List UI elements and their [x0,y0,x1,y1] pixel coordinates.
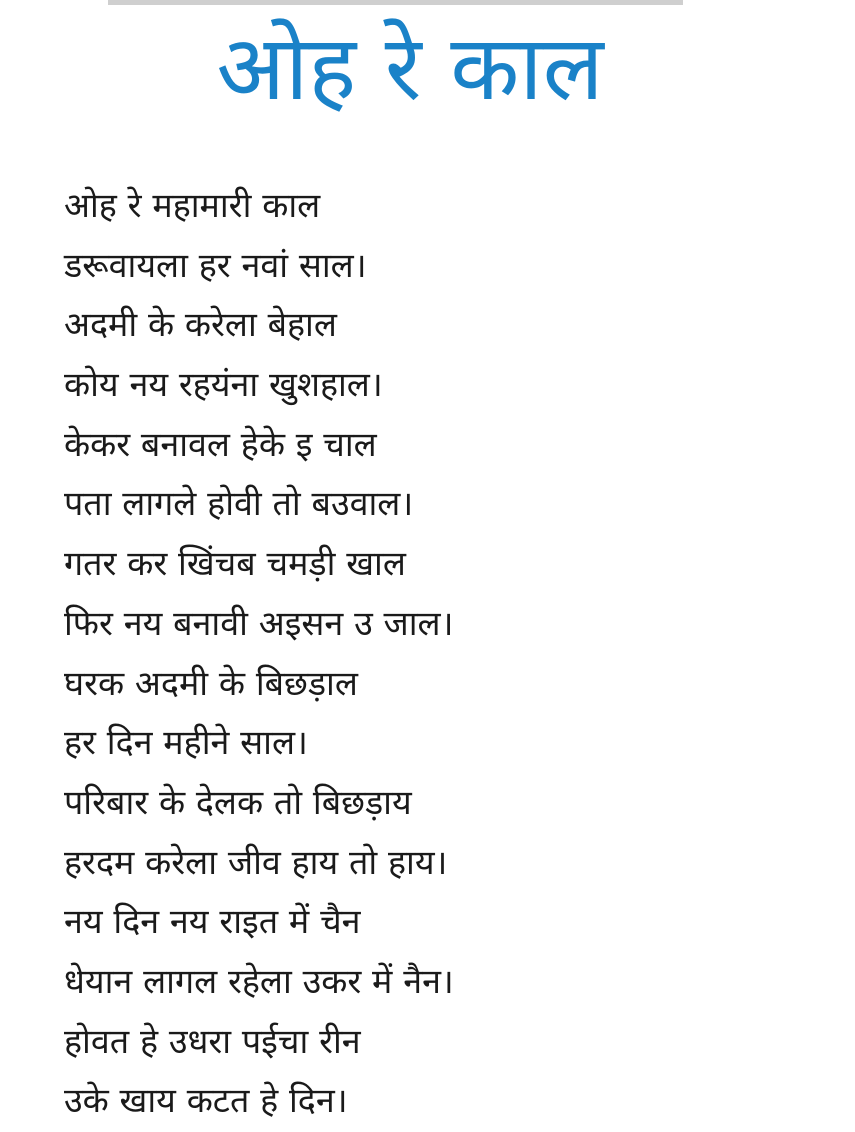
poem-line: धेयान लागल रहेला उकर में नैन। [64,961,454,1002]
poem-line: कोय नय रहयंना खुशहाल। [64,365,383,406]
poem-line: फिर नय बनावी अइसन उ जाल। [64,603,454,644]
poem-line: घरक अदमी के बिछड़ाल [64,663,358,704]
top-divider [108,0,683,5]
poem-line: हरदम करेला जीव हाय तो हाय। [64,842,448,883]
poem-line: हर दिन महीने साल। [64,723,308,764]
poem-line: पता लागले होवी तो बउवाल। [64,484,414,525]
poem-body [64,177,824,1132]
poem-line: ओह रे महामारी काल [64,186,321,226]
poem-line: गतर कर खिंचब चमड़ी खाल [64,544,406,585]
poem-line: नय दिन नय राइत में चैन [64,902,361,943]
poem-line: उके खाय कटत हे दिन। [64,1081,348,1122]
poem-line: होवत हे उधरा पईचा रीन [64,1021,361,1062]
poem-line: डरूवायला हर नवां साल। [64,245,367,286]
poem-line: अदमी के करेला बेहाल [64,305,337,346]
poem-line: परिबार के देलक तो बिछड़ाय [64,782,412,823]
poem-title: ओह रे काल [216,16,604,121]
poem-line: केकर बनावल हेके इ चाल [64,424,377,465]
